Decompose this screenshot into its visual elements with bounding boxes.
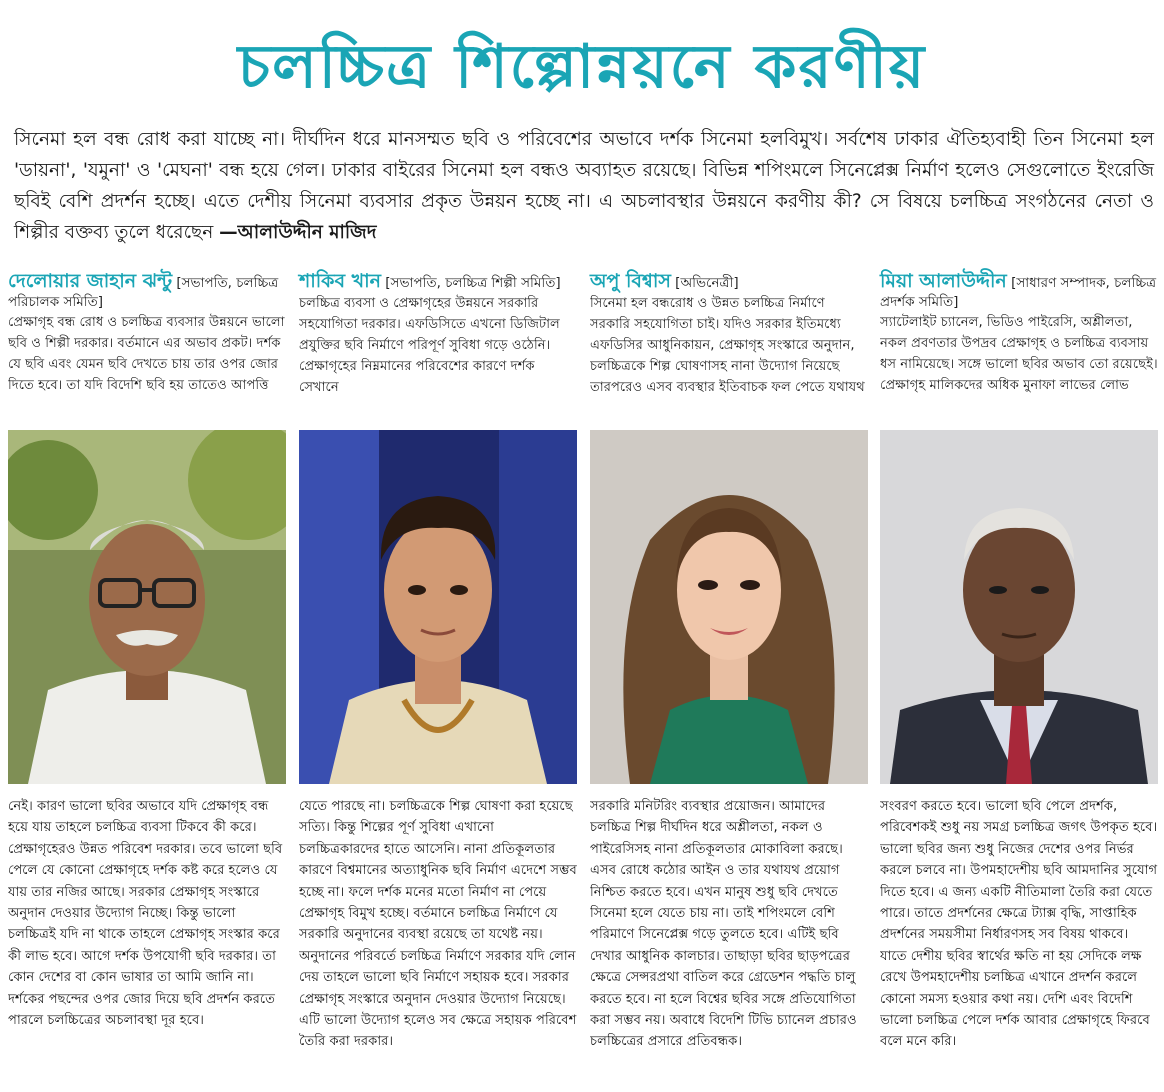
speaker-text-top: স্যাটেলাইট চ্যানেল, ভিডিও পাইরেসি, অশ্লীলতা, নকল প্রবণতার উপদ্রব প্রেক্ষাগৃহ ও চলচ্চিত্র ব্যবসায় ধস নামিয়েছে। সঙ্গে ভালো ছবির অভাব তো রয়েছেই। প্রেক্ষাগৃহ মালিকদের অধিক মুনাফা লাভের লোভ [880,315,1158,393]
column-4 [880,272,1158,448]
speaker-text-bottom: সরকারি মনিটরিং ব্যবস্থার প্রয়োজন। আমাদের চলচ্চিত্র শিল্প দীর্ঘদিন ধরে অশ্লীলতা, নকল ও পাইরেসিসহ নানা প্রতিকূলতার মোকাবিলা করছে। এসব রোধে কঠোর আইন ও তার যথাযথ প্রয়োগ নিশ্চিত করতে হবে। এখন মানুষ শুধু ছবি দেখতে সিনেমা হলে যেতে চায় না। তাই শপিংমলে বেশি পরিমাণে সিনেপ্লেক্স গড়ে তুলতে হবে। এটিই ছবি দেখার আধুনিক কালচার। তাছাড়া ছবির ছাড়পত্রের ক্ষেত্রে সেন্সরপ্রথা বাতিল করে গ্রেডেশন পদ্ধতি চালু করতে হবে। না হলে বিশ্বের ছবির সঙ্গে প্রতিযোগিতা করা সম্ভব নয়। অবাধে বিদেশি টিভি চ্যানেল প্রচারও চলচ্চিত্রের প্রসারে প্রতিবন্ধক। [590,799,857,1050]
portrait-photo [8,430,286,784]
speaker-role: [সভাপতি, চলচ্চিত্র শিল্পী সমিতি] [381,275,561,291]
speaker-role: [সভাপতি, চলচ্চিত্র পরিচালক সমিতি] [8,275,279,310]
intro-paragraph [14,124,1154,248]
byline: —আলাউদ্দীন মাজিদ [219,222,377,243]
speaker-header [8,272,286,312]
speaker-text-top: চলচ্চিত্র ব্যবসা ও প্রেক্ষাগৃহের উন্নয়নে সরকারি সহযোগিতা দরকার। এফডিসিতে এখনো ডিজিটাল প্রযুক্তির ছবি নির্মাণে পরিপূর্ণ সুবিধা গড়ে ওঠেনি। প্রেক্ষাগৃহের নিম্নমানের পরিবেশের কারণে দর্শক সেখানে [299,296,560,395]
speaker-name: অপু বিশ্বাস [590,270,671,292]
column-4-continued [880,796,1158,1086]
speaker-name: মিয়া আলাউদ্দীন [880,270,1007,292]
speaker-text-bottom: যেতে পারছে না। চলচ্চিত্রকে শিল্প ঘোষণা করা হয়েছে সত্যি। কিন্তু শিল্পের পূর্ণ সুবিধা এখানো চলচ্চিত্রকারদের হাতে আসেনি। নানা প্রতিকূলতার কারণে বিশ্বমানের অত্যাধুনিক ছবি নির্মাণ এদেশে সম্ভব হচ্ছে না। ফলে দর্শক মনের মতো নির্মাণ না পেয়ে প্রেক্ষাগৃহ বিমুখ হচ্ছে। বর্তমানে চলচ্চিত্র নির্মাণে যে সরকারি অনুদানের ব্যবস্থা রয়েছে তা যথেষ্ট নয়। অনুদানের পরিবর্তে চলচ্চিত্র নির্মাণে সরকার যদি লোন দেয় তাহলে ভালো ছবি নির্মাণে সহায়ক হবে। সরকার প্রেক্ষাগৃহ সংস্কারে অনুদান দেওয়ার উদ্যোগ নিয়েছে। এটি ভালো উদ্যোগ হলেও সব ক্ষেত্রে সহায়ক পরিবেশ তৈরি করা দরকার। [299,799,577,1050]
column-2-continued [299,796,577,1086]
speaker-header [590,272,868,293]
speaker-header [299,272,577,293]
column-1 [8,272,286,448]
column-1-continued [8,796,286,1086]
column-2 [299,272,577,429]
speaker-text-bottom: নেই। কারণ ভালো ছবির অভাবে যদি প্রেক্ষাগৃহ বন্ধ হয়ে যায় তাহলে চলচ্চিত্র ব্যবসা টিকবে কী করে। প্রেক্ষাগৃহেরও উন্নত পরিবেশ দরকার। তবে ভালো ছবি পেলে যে কোনো প্রেক্ষাগৃহে দর্শক কষ্ট করে হলেও যে যায় তার নজির আছে। সরকার প্রেক্ষাগৃহ সংস্কারে অনুদান দেওয়ার উদ্যোগ নিচ্ছে। কিন্তু ভালো চলচ্চিত্রই যদি না থাকে তাহলে প্রেক্ষাগৃহ সংস্কার করে কী লাভ হবে। আগে দর্শক উপযোগী ছবি দরকার। তা কোন দেশের বা কোন ভাষার তা আমি জানি না। দর্শকের পছন্দের ওপর জোর দিয়ে ছবি প্রদর্শন করতে পারলে চলচ্চিত্রের অচলাবস্থা দূর হবে। [8,799,283,1029]
speaker-role: [সাধারণ সম্পাদক, চলচ্চিত্র প্রদর্শক সমিতি] [880,275,1157,310]
headline: চলচ্চিত্র শিল্পোন্নয়নে করণীয় [237,32,927,102]
speaker-text-top: প্রেক্ষাগৃহ বন্ধ রোধ ও চলচ্চিত্র ব্যবসার উন্নয়নে ভালো ছবি ও শিল্পী দরকার। বর্তমানে এর অভাব প্রকট। দর্শক যে ছবি এবং যেমন ছবি দেখতে চায় তার ওপর জোর দিতে হবে। তা যদি বিদেশি ছবি হয় তাতেও আপত্তি [8,315,285,393]
column-3 [590,272,868,429]
speaker-name: দেলোয়ার জাহান ঝন্টু [8,270,173,292]
portrait-photo [880,430,1158,784]
portrait-photo [590,430,868,784]
portrait-photo [299,430,577,784]
speaker-header [880,272,1158,312]
column-3-continued [590,796,868,1086]
speaker-text-bottom: সংবরণ করতে হবে। ভালো ছবি পেলে প্রদর্শক, পরিবেশকই শুধু নয় সমগ্র চলচ্চিত্র জগৎ উপকৃত হবে। ভালো ছবির জন্য শুধু নিজের দেশের ওপর নির্ভর করলে চলবে না। উপমহাদেশীয় ছবি আমদানির সুযোগ দিতে হবে। এ জন্য একটি নীতিমালা তৈরি করা যেতে পারে। তাতে প্রদর্শনের ক্ষেত্রে ট্যাক্স বৃদ্ধি, সাপ্তাহিক প্রদর্শনের সময়সীমা নির্ধারণসহ সব বিষয় থাকবে। যাতে দেশীয় ছবির স্বার্থের ক্ষতি না হয় সেদিকে লক্ষ রেখে উপমহাদেশীয় চলচ্চিত্র এখানে প্রদর্শন করলে কোনো সমস্য হওয়ার কথা নয়। দেশি এবং বিদেশি ভালো চলচ্চিত্র পেলে দর্শক আবার প্রেক্ষাগৃহে ফিরবে বলে মনে করি। [880,799,1158,1050]
intro-body: সিনেমা হল বন্ধ রোধ করা যাচ্ছে না। দীর্ঘদিন ধরে মানসম্মত ছবি ও পরিবেশের অভাবে দর্শক সিনেমা হলবিমুখ। সর্বশেষ ঢাকার ঐতিহ্যবাহী তিন সিনেমা হল 'ডায়না', 'যমুনা' ও 'মেঘনা' বন্ধ হয়ে গেল। ঢাকার বাইরের সিনেমা হল বন্ধও অব্যাহত রয়েছে। বিভিন্ন শপিংমলে সিনেপ্লেক্স নির্মাণ হলেও সেগুলোতে ইংরেজি ছবিই বেশি প্রদর্শন হচ্ছে। এতে দেশীয় সিনেমা ব্যবসার প্রকৃত উন্নয়ন হচ্ছে না। এ অচলাবস্থার উন্নয়নে করণীয় কী? সে বিষয়ে চলচ্চিত্র সংগঠনের নেতা ও শিল্পীর বক্তব্য তুলে ধরেছেন [14,129,1154,243]
speaker-text-top: সিনেমা হল বন্ধরোধ ও উন্নত চলচ্চিত্র নির্মাণে সরকারি সহযোগিতা চাই। যদিও সরকার ইতিমধ্যে এফডিসির আধুনিকায়ন, প্রেক্ষাগৃহ সংস্কারে অনুদান, চলচ্চিত্রকে শিল্প ঘোষণাসহ নানা উদ্যোগ নিয়েছে তারপরেও এসব ব্যবস্থার ইতিবাচক ফল পেতে যথাযথ [590,296,865,395]
speaker-role: [অভিনেত্রী] [670,275,739,291]
speaker-name: শাকিব খান [299,270,381,292]
